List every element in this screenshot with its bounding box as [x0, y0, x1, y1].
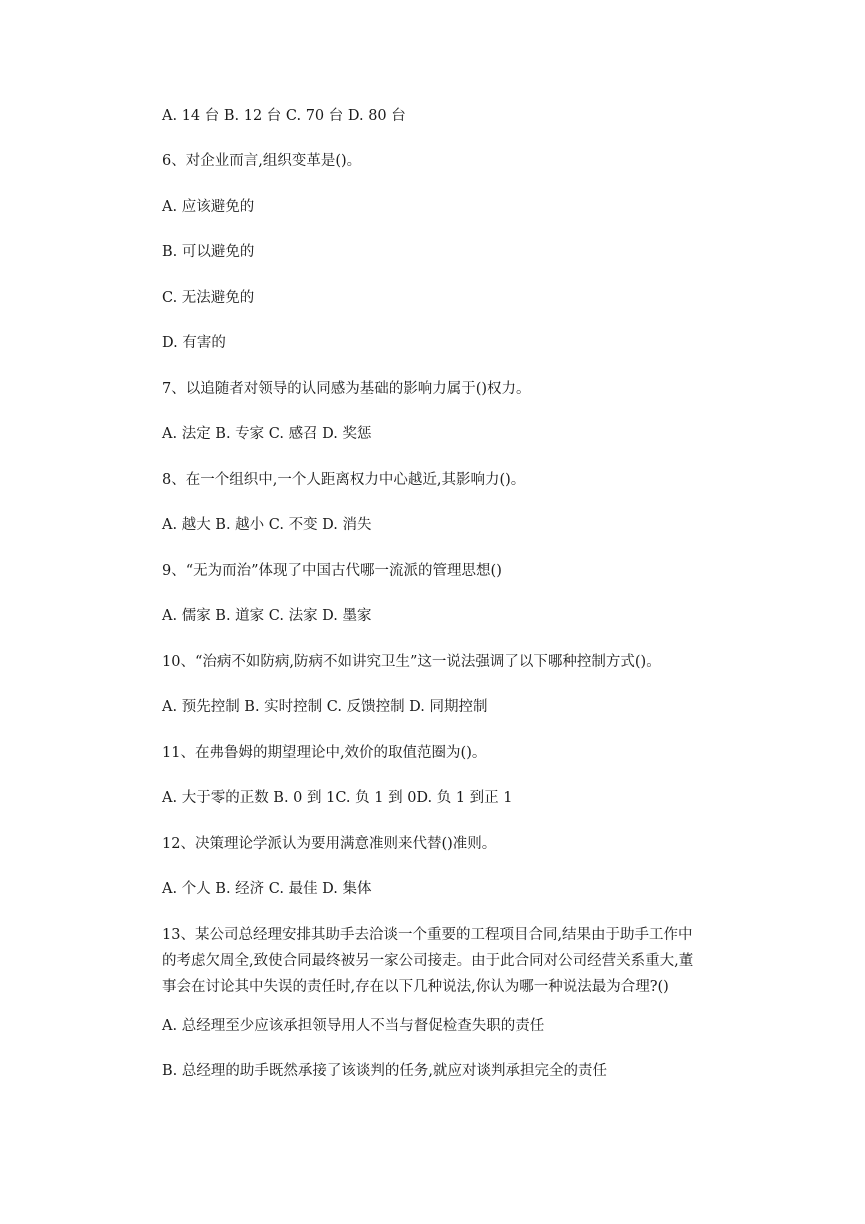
- q13-question: 13、某公司总经理安排其助手去洽谈一个重要的工程项目合同,结果由于助手工作中的考虑欠周全,致使合同最终被另一家公司接走。由于此合同对公司经营关系重大,董事会在讨论其中失误的责任时,存在以下几种说法,你认为哪一种说法最为合理?(): [162, 927, 694, 995]
- q11-question: 11、在弗鲁姆的期望理论中,效价的取值范圈为()。: [162, 745, 487, 761]
- q12-options: A. 个人 B. 经济 C. 最佳 D. 集体: [162, 881, 372, 897]
- q9-question: 9、“无为而治”体现了中国古代哪一流派的管理思想(): [162, 563, 502, 579]
- q8-question: 8、在一个组织中,一个人距离权力中心越近,其影响力()。: [162, 472, 526, 488]
- q6-option-d: D. 有害的: [162, 335, 226, 351]
- q6-option-c: C. 无法避免的: [162, 290, 255, 306]
- q8-options: A. 越大 B. 越小 C. 不变 D. 消失: [162, 517, 372, 533]
- q9-options: A. 儒家 B. 道家 C. 法家 D. 墨家: [162, 608, 372, 624]
- q6-option-b: B. 可以避免的: [162, 244, 255, 260]
- q6-question: 6、对企业而言,组织变革是()。: [162, 153, 362, 169]
- q10-question: 10、“治病不如防病,防病不如讲究卫生”这一说法强调了以下哪种控制方式()。: [162, 654, 661, 670]
- q13-option-a: A. 总经理至少应该承担领导用人不当与督促检查失职的责任: [162, 1018, 545, 1034]
- q10-options: A. 预先控制 B. 实时控制 C. 反馈控制 D. 同期控制: [162, 699, 488, 715]
- q11-options: A. 大于零的正数 B. 0 到 1C. 负 1 到 0D. 负 1 到正 1: [162, 790, 513, 806]
- q7-options: A. 法定 B. 专家 C. 感召 D. 奖惩: [162, 426, 372, 442]
- q12-question: 12、决策理论学派认为要用满意准则来代替()准则。: [162, 836, 497, 852]
- q5-options: A. 14 台 B. 12 台 C. 70 台 D. 80 台: [162, 108, 406, 124]
- q7-question: 7、以追随者对领导的认同感为基础的影响力属于()权力。: [162, 381, 531, 397]
- q6-option-a: A. 应该避免的: [162, 199, 255, 215]
- q13-option-b: B. 总经理的助手既然承接了该谈判的任务,就应对谈判承担完全的责任: [162, 1063, 607, 1079]
